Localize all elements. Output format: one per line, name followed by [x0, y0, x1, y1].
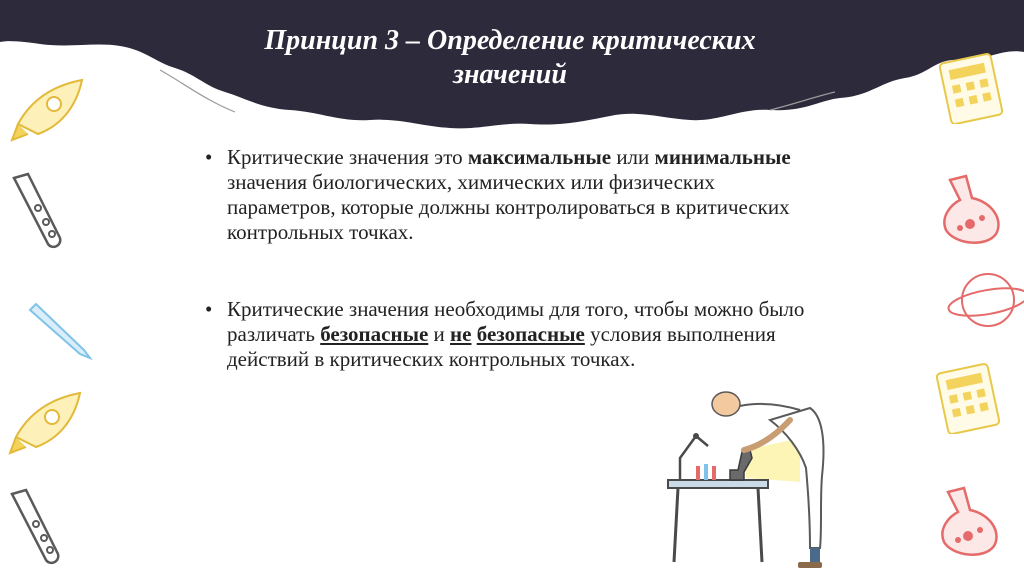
desk-lamp [680, 436, 708, 480]
bullet-item-1 [205, 145, 825, 245]
test-tube-icon [6, 488, 66, 568]
planet-icon [944, 262, 1024, 338]
bullet-text: условия выполнения действий в критических контрольных точках. [227, 322, 776, 371]
underlined-term: безопасные [320, 322, 429, 346]
lab-table [668, 480, 768, 488]
calculator-icon [935, 52, 1005, 124]
rocket-icon [8, 385, 88, 455]
rocket-icon [10, 72, 90, 142]
bullet-item-2 [205, 297, 825, 372]
underlined-term: не [450, 322, 472, 346]
scientist-microscope-illustration [660, 380, 840, 570]
calculator-icon [932, 362, 1002, 434]
shoe [798, 562, 822, 568]
title-line-1: Принцип 3 – Определение критических [264, 25, 756, 56]
flask-icon [930, 172, 1010, 248]
bullet-text: и [428, 322, 451, 346]
bullet-text: значения биологических, химических или физических параметров, которые должны контролироваться в критических контрольных точках. [227, 170, 790, 244]
test-tube-icon [8, 172, 68, 252]
title-line-2: значений [453, 59, 567, 90]
underlined-term: безопасные [476, 322, 585, 346]
bullet-text: Критические значения необходимы для того, чтобы можно было различать [227, 297, 805, 346]
slide-title [180, 24, 840, 92]
bullet-text: Критические значения это [227, 145, 468, 169]
bullet-text: или [611, 145, 655, 169]
bullet-list [205, 145, 825, 372]
bullet-marker: • [205, 145, 213, 169]
bold-term: максимальные [467, 145, 612, 169]
title-banner [0, 0, 1024, 140]
bullet-marker: • [205, 297, 213, 321]
bold-term: минимальные [654, 145, 791, 169]
scientist-head [712, 392, 740, 416]
pencil-icon [24, 300, 94, 360]
flask-icon [928, 484, 1008, 560]
